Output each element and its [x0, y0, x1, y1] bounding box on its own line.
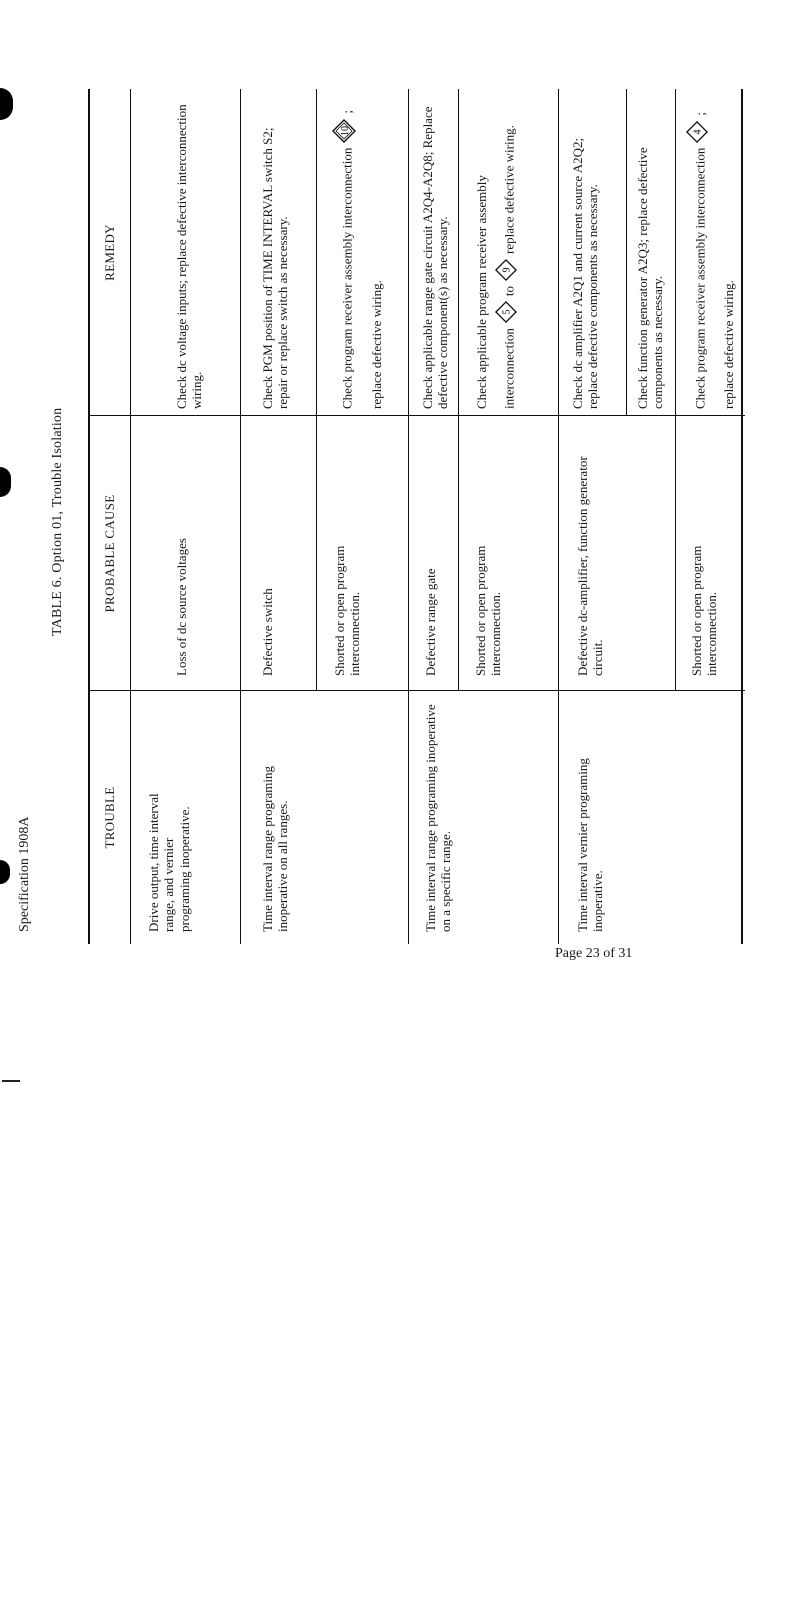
table-title: TABLE 6. Option 01, Trouble Isolation: [50, 407, 65, 636]
row-divider: [316, 89, 317, 691]
group-divider: [408, 89, 409, 944]
remedy-cell: Check dc voltage inputs; replace defective interconnection wiring.: [174, 104, 205, 409]
remedy-text: ; replace defective wiring.: [692, 112, 736, 409]
table-header-row: [90, 89, 131, 944]
cause-cell: Defective switch: [260, 588, 275, 676]
remedy-cell: [332, 99, 389, 409]
column-divider: [90, 415, 745, 416]
callout-number: 9: [501, 267, 513, 273]
cause-cell: Shorted or open program interconnection.: [332, 545, 363, 676]
document-id: Specification 1908A: [17, 816, 32, 932]
callout-number: 5: [501, 309, 513, 315]
remedy-text: Check applicable program receiver assembly interconnection: [474, 175, 517, 409]
cause-cell: Defective dc-amplifier, function generator circuit.: [575, 456, 606, 676]
remedy-cell: Check PGM position of TIME INTERVAL switch S2; repair or replace switch as necessary.: [260, 127, 291, 409]
binder-hole-mark: [0, 88, 13, 120]
column-header-remedy: REMEDY: [102, 224, 118, 281]
page-number: Page 23 of 31: [555, 946, 633, 961]
cause-cell: Shorted or open program interconnection.: [689, 545, 720, 676]
remedy-cell: Check function generator A2Q3; replace defective components as necessary.: [635, 147, 666, 409]
cause-cell: Defective range gate: [423, 568, 438, 676]
trouble-cell: Drive output, time interval range, and vernier programing inoperative.: [146, 793, 192, 932]
remedy-text: Check program receiver assembly interconnection: [339, 147, 355, 409]
group-divider: [240, 89, 241, 944]
callout-number: 10: [340, 125, 351, 136]
remedy-text: ; replace defective wiring.: [339, 110, 384, 409]
callout-diamond: [495, 259, 526, 281]
trouble-cell: Time interval vernier programing inoperative.: [575, 758, 606, 932]
remedy-cell: Check dc amplifier A2Q1 and current source A2Q2; replace defective components as necessary.: [570, 137, 601, 409]
cause-cell: Shorted or open program interconnection.: [473, 545, 504, 676]
row-divider: [458, 89, 459, 691]
column-header-probable-cause: PROBABLE CAUSE: [102, 494, 118, 613]
column-header-trouble: TROUBLE: [102, 786, 118, 849]
trouble-cell: Time interval range programing inoperative on a specific range.: [423, 704, 454, 932]
binder-hole-mark: [0, 860, 10, 884]
margin-scratch: [2, 1080, 20, 1082]
remedy-text: replace defective wiring.: [501, 125, 517, 255]
row-divider: [675, 89, 676, 691]
remedy-text: Check program receiver assembly interconnection: [692, 147, 708, 409]
remedy-cell: [470, 99, 525, 409]
trouble-isolation-table: [88, 89, 743, 944]
remedy-cell: [686, 99, 741, 409]
group-divider: [558, 89, 559, 944]
trouble-cell: Time interval range programing inoperative on all ranges.: [260, 766, 291, 932]
callout-diamond: [686, 121, 717, 143]
callout-number: 4: [692, 129, 704, 135]
remedy-cell: Check applicable range gate circuit A2Q4-A2Q8; Replace defective component(s) as necessary.: [420, 106, 451, 409]
column-divider: [90, 690, 745, 691]
binder-hole-mark: [0, 467, 11, 497]
callout-diamond: [495, 301, 526, 323]
cause-cell: Loss of dc source voltages: [174, 538, 189, 676]
remedy-text: to: [501, 286, 517, 297]
row-divider: [626, 89, 627, 416]
callout-diamond: [332, 119, 365, 143]
